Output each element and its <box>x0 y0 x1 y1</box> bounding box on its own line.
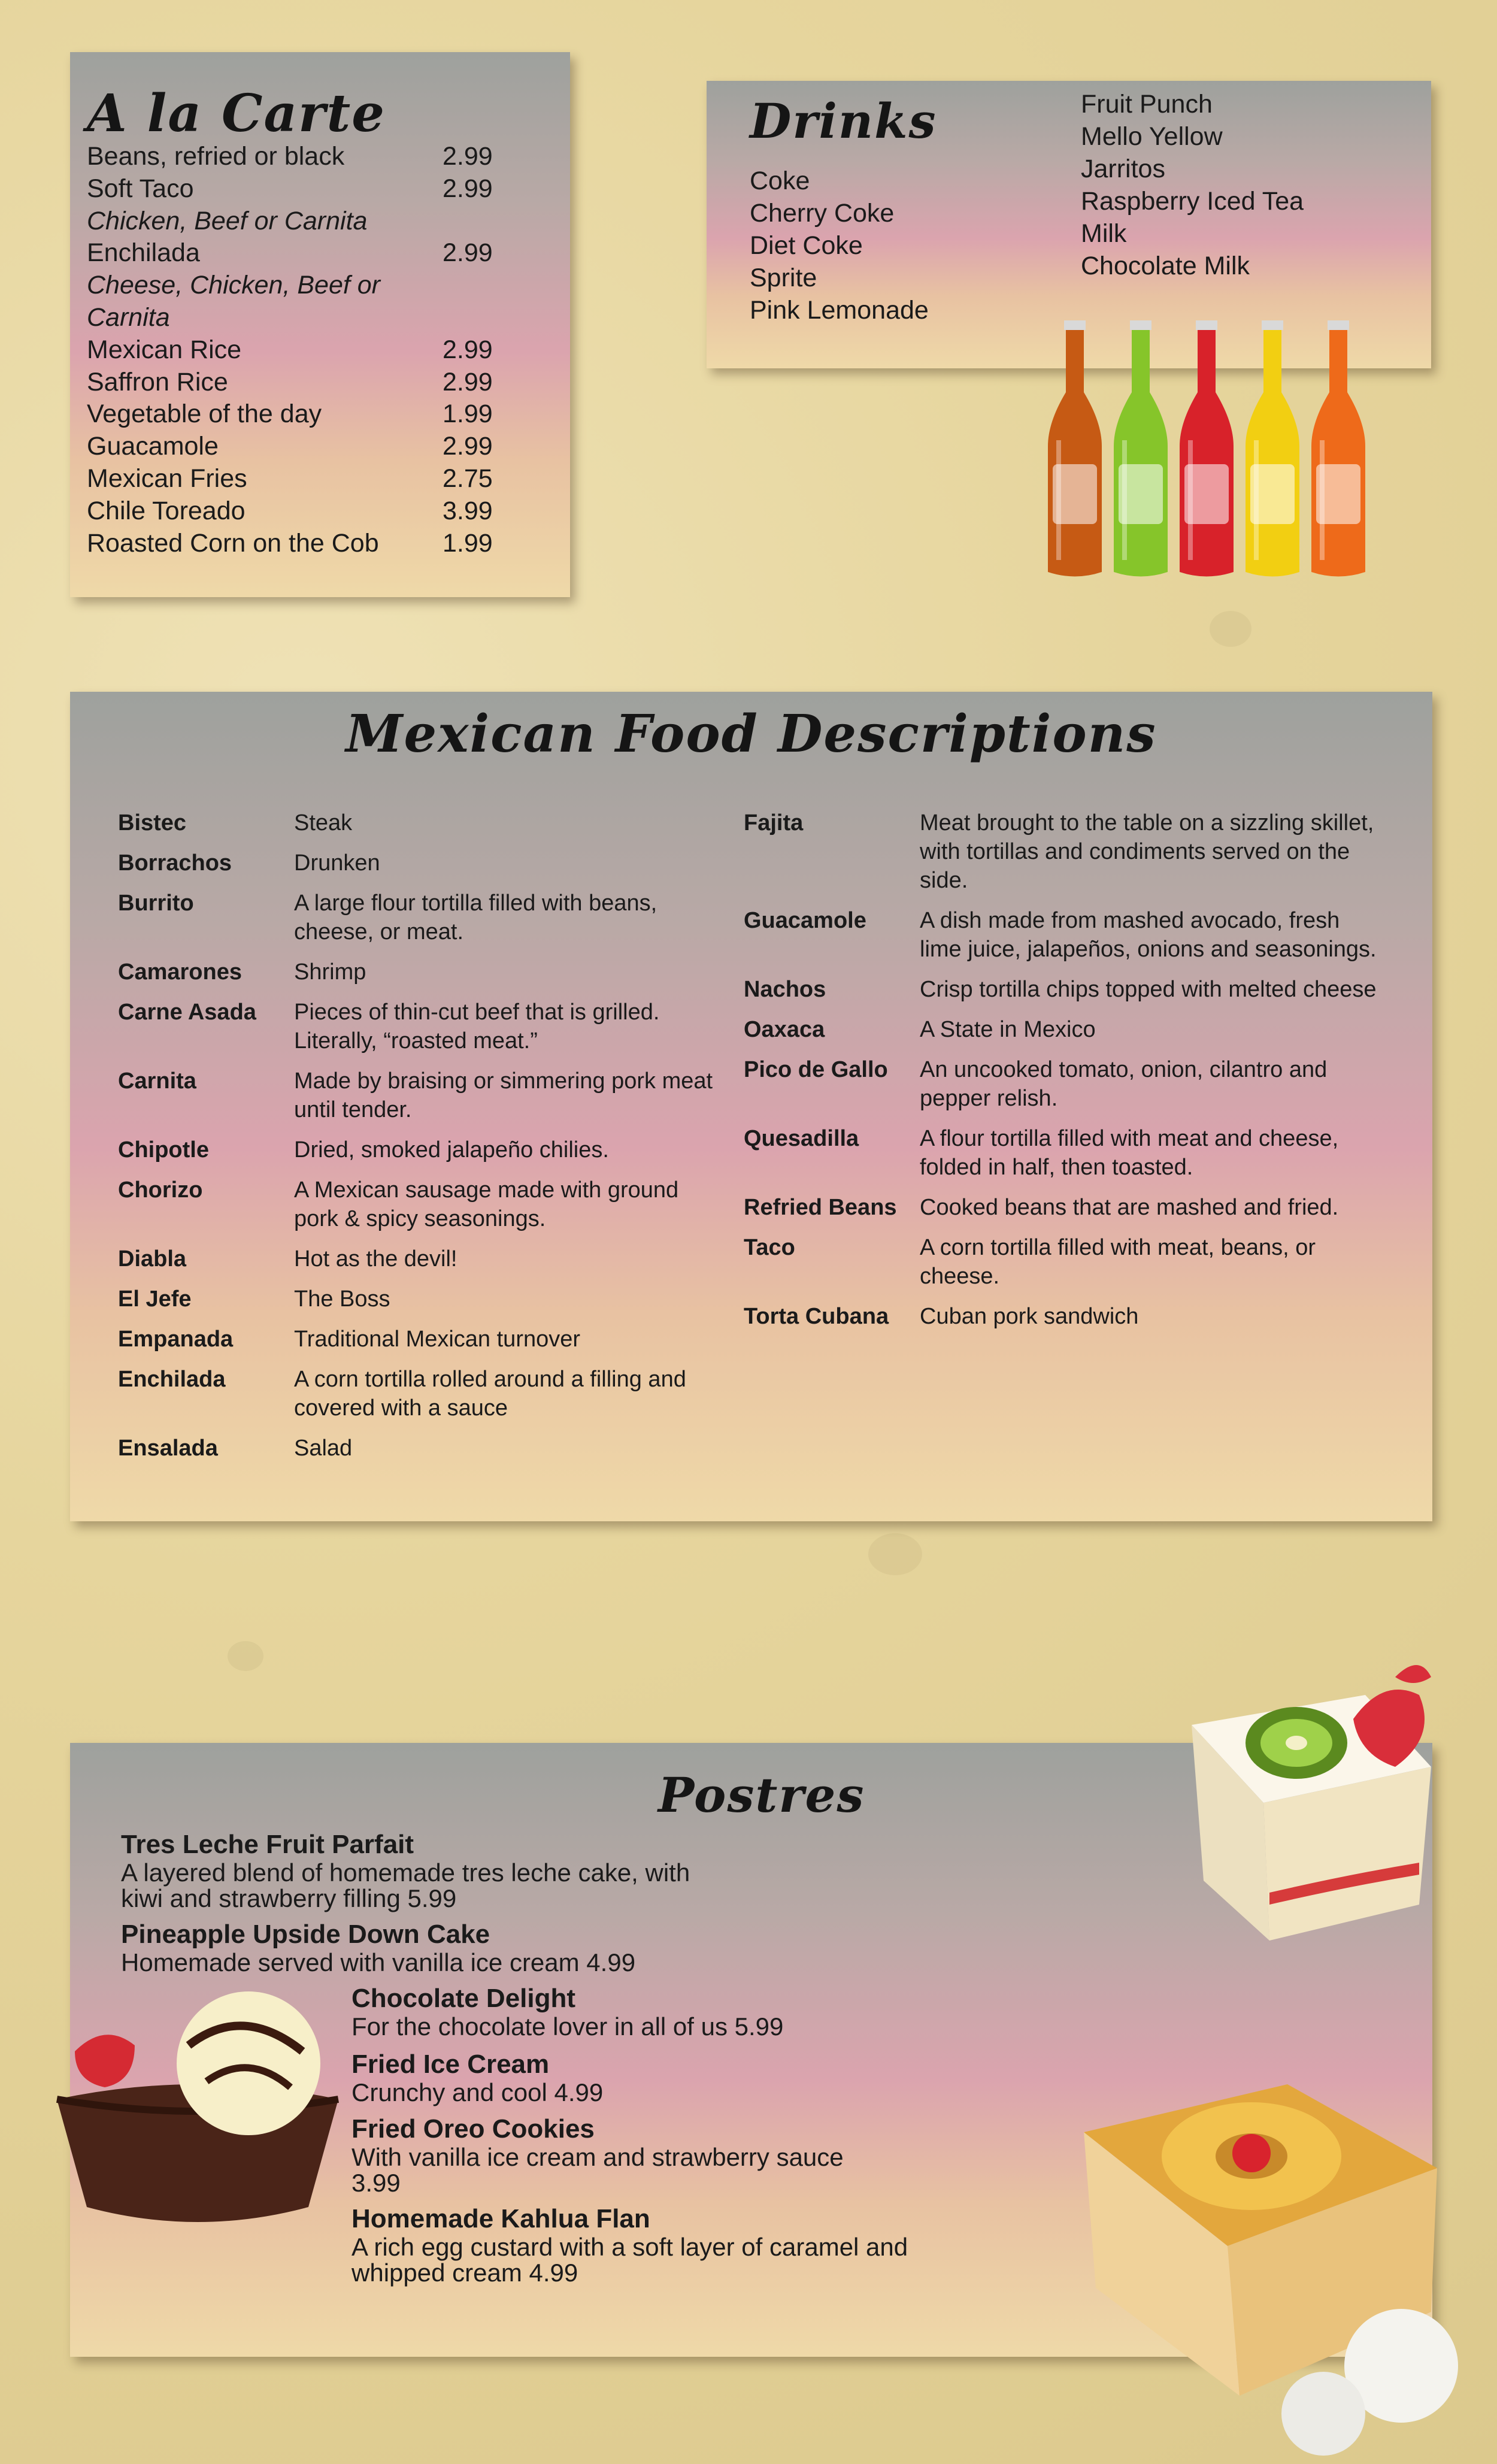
description-row <box>744 809 1384 895</box>
menu-item <box>87 173 500 205</box>
food-descriptions-title: Mexican Food Descriptions <box>346 704 1157 764</box>
term: Camarones <box>118 959 242 985</box>
drink-item: Pink Lemonade <box>750 296 929 325</box>
definition: Traditional Mexican turnover <box>294 1327 581 1352</box>
descriptions-right-column <box>744 809 1384 1342</box>
term: Ensalada <box>118 1436 218 1461</box>
menu-item <box>87 528 500 560</box>
description-row <box>118 849 717 877</box>
term: Bistec <box>118 810 187 836</box>
drink-item: Mello Yellow <box>1081 122 1223 151</box>
description-row <box>118 1176 717 1233</box>
menu-item-note <box>87 270 500 334</box>
item-name: Guacamole <box>87 432 219 461</box>
item-price: 2.99 <box>443 335 493 364</box>
a-la-carte-list <box>87 141 500 559</box>
dessert-item <box>351 2050 1070 2105</box>
description-row <box>744 1233 1384 1291</box>
description-row <box>744 1302 1384 1331</box>
descriptions-left-column <box>118 809 717 1474</box>
menu-item <box>87 495 500 528</box>
dessert-description: For the chocolate lover in all of us 5.99 <box>351 2012 784 2041</box>
item-price: 3.99 <box>443 496 493 525</box>
description-row <box>118 1136 717 1164</box>
item-name: Mexican Rice <box>87 335 242 364</box>
definition: Meat brought to the table on a sizzling skillet, with tortillas and condiments served on the side. <box>920 810 1374 893</box>
dessert-description: Crunchy and cool 4.99 <box>351 2078 604 2106</box>
drink-item: Fruit Punch <box>1081 90 1213 119</box>
description-row <box>744 975 1384 1004</box>
description-row <box>118 1434 717 1463</box>
definition: Shrimp <box>294 959 366 985</box>
drinks-column-1 <box>750 165 929 326</box>
a-la-carte-title: A la Carte <box>87 83 386 144</box>
menu-item <box>87 141 500 173</box>
dessert-name: Pineapple Upside Down Cake <box>121 1920 490 1949</box>
item-name: Vegetable of the day <box>87 399 322 429</box>
term: Chipotle <box>118 1137 209 1163</box>
description-row <box>118 1245 717 1273</box>
description-row <box>744 1015 1384 1044</box>
drink-item: Sprite <box>750 264 817 292</box>
drink-item: Chocolate Milk <box>1081 252 1250 280</box>
item-name: Chile Toreado <box>87 496 246 525</box>
dessert-description: With vanilla ice cream and strawberry sauce 3.99 <box>351 2143 844 2197</box>
description-row <box>118 998 717 1055</box>
dessert-name: Tres Leche Fruit Parfait <box>121 1830 414 1859</box>
definition: A flour tortilla filled with meat and cheese, folded in half, then toasted. <box>920 1126 1339 1180</box>
paper-stain <box>228 1641 263 1671</box>
dessert-item <box>351 1984 1070 2039</box>
description-row <box>118 1325 717 1354</box>
term: Taco <box>744 1235 795 1260</box>
item-price: 1.99 <box>443 399 493 429</box>
tres-leche-cake-image <box>1168 1653 1455 1964</box>
bottle-group <box>1048 320 1365 577</box>
dessert-name: Chocolate Delight <box>351 1984 576 2013</box>
item-name: Saffron Rice <box>87 367 228 396</box>
drinks-column-2 <box>1081 88 1304 282</box>
dessert-name: Fried Oreo Cookies <box>351 2114 595 2144</box>
term: Enchilada <box>118 1367 226 1392</box>
menu-item <box>87 237 500 270</box>
item-price: 2.99 <box>443 142 493 171</box>
definition: A corn tortilla rolled around a filling and covered with a sauce <box>294 1367 686 1421</box>
drinks-title: Drinks <box>750 93 937 149</box>
description-row <box>118 809 717 837</box>
term: Borrachos <box>118 850 232 876</box>
term: Burrito <box>118 891 194 916</box>
definition: Drunken <box>294 850 380 876</box>
dessert-description: Homemade served with vanilla ice cream 4.99 <box>121 1948 636 1976</box>
dessert-item <box>351 2114 890 2196</box>
dessert-name: Fried Ice Cream <box>351 2050 550 2079</box>
item-name: Cheese, Chicken, Beef or Carnita <box>87 271 380 332</box>
term: Refried Beans <box>744 1195 897 1220</box>
dessert-description: A rich egg custard with a soft layer of caramel and whipped cream 4.99 <box>351 2233 908 2287</box>
item-price: 2.75 <box>443 464 493 493</box>
dessert-name: Homemade Kahlua Flan <box>351 2204 650 2233</box>
soda-bottles-image <box>1036 320 1383 584</box>
definition: Salad <box>294 1436 353 1461</box>
description-row <box>744 906 1384 964</box>
postres-title: Postres <box>658 1767 865 1823</box>
description-row <box>118 958 717 986</box>
drink-item: Milk <box>1081 219 1127 248</box>
term: Torta Cubana <box>744 1304 889 1329</box>
definition: Made by braising or simmering pork meat until tender. <box>294 1068 713 1122</box>
term: Quesadilla <box>744 1126 859 1151</box>
term: Nachos <box>744 977 826 1002</box>
definition: Cuban pork sandwich <box>920 1304 1139 1329</box>
description-row <box>118 1067 717 1124</box>
description-row <box>118 1365 717 1422</box>
item-price <box>446 270 500 334</box>
soda-bottle <box>1180 320 1234 577</box>
menu-item <box>87 463 500 495</box>
item-price: 2.99 <box>443 238 493 268</box>
chocolate-delight-image <box>51 1979 344 2231</box>
item-name: Chicken, Beef or Carnita <box>87 206 368 235</box>
paper-stain <box>868 1533 922 1575</box>
definition: The Boss <box>294 1287 390 1312</box>
soda-bottle <box>1246 320 1299 577</box>
definition: Pieces of thin-cut beef that is grilled. Literally, “roasted meat.” <box>294 1000 660 1054</box>
item-price: 2.99 <box>443 174 493 203</box>
food-descriptions-panel <box>70 692 1432 1521</box>
term: El Jefe <box>118 1287 192 1312</box>
definition: Steak <box>294 810 353 836</box>
item-price: 2.99 <box>443 432 493 461</box>
drink-item: Coke <box>750 167 810 195</box>
item-price: 1.99 <box>443 528 493 558</box>
item-name: Roasted Corn on the Cob <box>87 528 379 558</box>
menu-item <box>87 431 500 463</box>
definition: A large flour tortilla filled with beans, cheese, or meat. <box>294 891 657 945</box>
description-row <box>118 889 717 946</box>
definition: Hot as the devil! <box>294 1246 457 1272</box>
definition: Dried, smoked jalapeño chilies. <box>294 1137 609 1163</box>
soda-bottle <box>1048 320 1102 577</box>
item-price: 2.99 <box>443 367 493 396</box>
term: Pico de Gallo <box>744 1057 888 1082</box>
soda-bottle <box>1311 320 1365 577</box>
menu-item <box>87 334 500 367</box>
term: Fajita <box>744 810 804 836</box>
menu-item <box>87 398 500 431</box>
item-name: Enchilada <box>87 238 200 268</box>
a-la-carte-panel <box>70 52 570 597</box>
term: Diabla <box>118 1246 187 1272</box>
description-row <box>744 1193 1384 1222</box>
dessert-item <box>351 2204 980 2286</box>
menu-item-note <box>87 205 500 238</box>
definition: A Mexican sausage made with ground pork & spicy seasonings. <box>294 1177 679 1231</box>
term: Empanada <box>118 1327 234 1352</box>
item-name: Beans, refried or black <box>87 142 345 171</box>
drink-item: Cherry Coke <box>750 199 895 228</box>
term: Oaxaca <box>744 1017 825 1042</box>
definition: A dish made from mashed avocado, fresh lime juice, jalapeños, onions and seasonings. <box>920 908 1377 962</box>
drink-item: Jarritos <box>1081 155 1165 183</box>
dessert-item <box>121 1920 780 1975</box>
pineapple-cake-image <box>1072 2060 1497 2456</box>
drink-item: Diet Coke <box>750 231 863 260</box>
term: Chorizo <box>118 1177 203 1203</box>
item-name: Soft Taco <box>87 174 194 203</box>
dessert-item <box>121 1830 720 1911</box>
description-row <box>118 1285 717 1313</box>
dessert-description: A layered blend of homemade tres leche cake, with kiwi and strawberry filling 5.99 <box>121 1858 690 1912</box>
definition: A corn tortilla filled with meat, beans, or cheese. <box>920 1235 1316 1289</box>
definition: Cooked beans that are mashed and fried. <box>920 1195 1339 1220</box>
item-name: Mexican Fries <box>87 464 247 493</box>
soda-bottle <box>1114 320 1168 577</box>
menu-item <box>87 367 500 399</box>
drink-item: Raspberry Iced Tea <box>1081 187 1304 216</box>
paper-stain <box>1210 611 1251 647</box>
definition: A State in Mexico <box>920 1017 1096 1042</box>
term: Carnita <box>118 1068 196 1094</box>
description-row <box>744 1124 1384 1182</box>
definition: Crisp tortilla chips topped with melted cheese <box>920 977 1377 1002</box>
description-row <box>744 1055 1384 1113</box>
term: Carne Asada <box>118 1000 256 1025</box>
definition: An uncooked tomato, onion, cilantro and pepper relish. <box>920 1057 1328 1111</box>
term: Guacamole <box>744 908 866 933</box>
item-price <box>443 205 500 238</box>
